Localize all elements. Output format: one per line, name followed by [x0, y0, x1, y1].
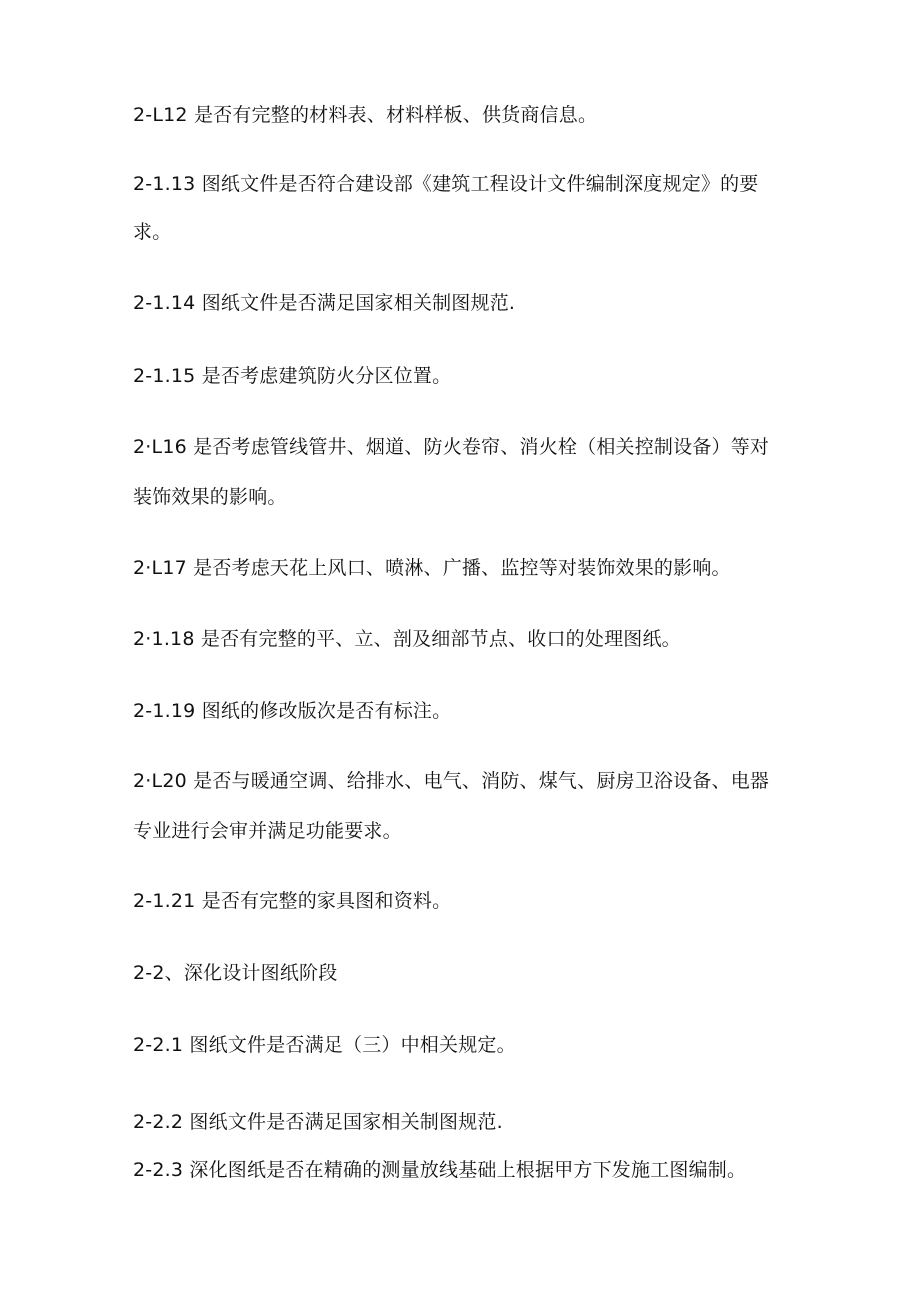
- item-2-1-12: 2-L12 是否有完整的材料表、材料样板、供货商信息。: [133, 104, 598, 126]
- item-2-2-2: 2-2.2 图纸文件是否满足国家相关制图规范.: [133, 1111, 503, 1133]
- item-2-1-17: 2·L17 是否考虑天花上风口、喷淋、广播、监控等对装饰效果的影响。: [133, 557, 731, 579]
- item-2-2-3: 2-2.3 深化图纸是否在精确的测量放线基础上根据甲方下发施工图编制。: [133, 1159, 747, 1181]
- item-2-1-15: 2-1.15 是否考虑建筑防火分区位置。: [133, 365, 452, 387]
- item-2-2-1: 2-2.1 图纸文件是否满足（三）中相关规定。: [133, 1034, 516, 1056]
- item-2-1-18: 2·1.18 是否有完整的平、立、剖及细部节点、收口的处理图纸。: [133, 628, 681, 650]
- item-2-1-20-line-1: 2·L20 是否与暖通空调、给排水、电气、消防、煤气、厨房卫浴设备、电器: [133, 770, 770, 792]
- item-2-1-20-line-2: 专业进行会审并满足功能要求。: [133, 820, 402, 842]
- item-2-1-13-line-2: 求。: [133, 221, 172, 243]
- item-2-1-21: 2-1.21 是否有完整的家具图和资料。: [133, 890, 452, 912]
- item-2-1-16-line-1: 2·L16 是否考虑管线管井、烟道、防火卷帘、消火栓（相关控制设备）等对: [133, 436, 770, 458]
- item-2-1-13-line-1: 2-1.13 图纸文件是否符合建设部《建筑工程设计文件编制深度规定》的要: [133, 173, 759, 195]
- item-2-1-14: 2-1.14 图纸文件是否满足国家相关制图规范.: [133, 292, 516, 314]
- item-2-1-19: 2-1.19 图纸的修改版次是否有标注。: [133, 700, 452, 722]
- section-heading-2-2: 2-2、深化设计图纸阶段: [133, 962, 338, 984]
- item-2-1-16-line-2: 装饰效果的影响。: [133, 486, 287, 508]
